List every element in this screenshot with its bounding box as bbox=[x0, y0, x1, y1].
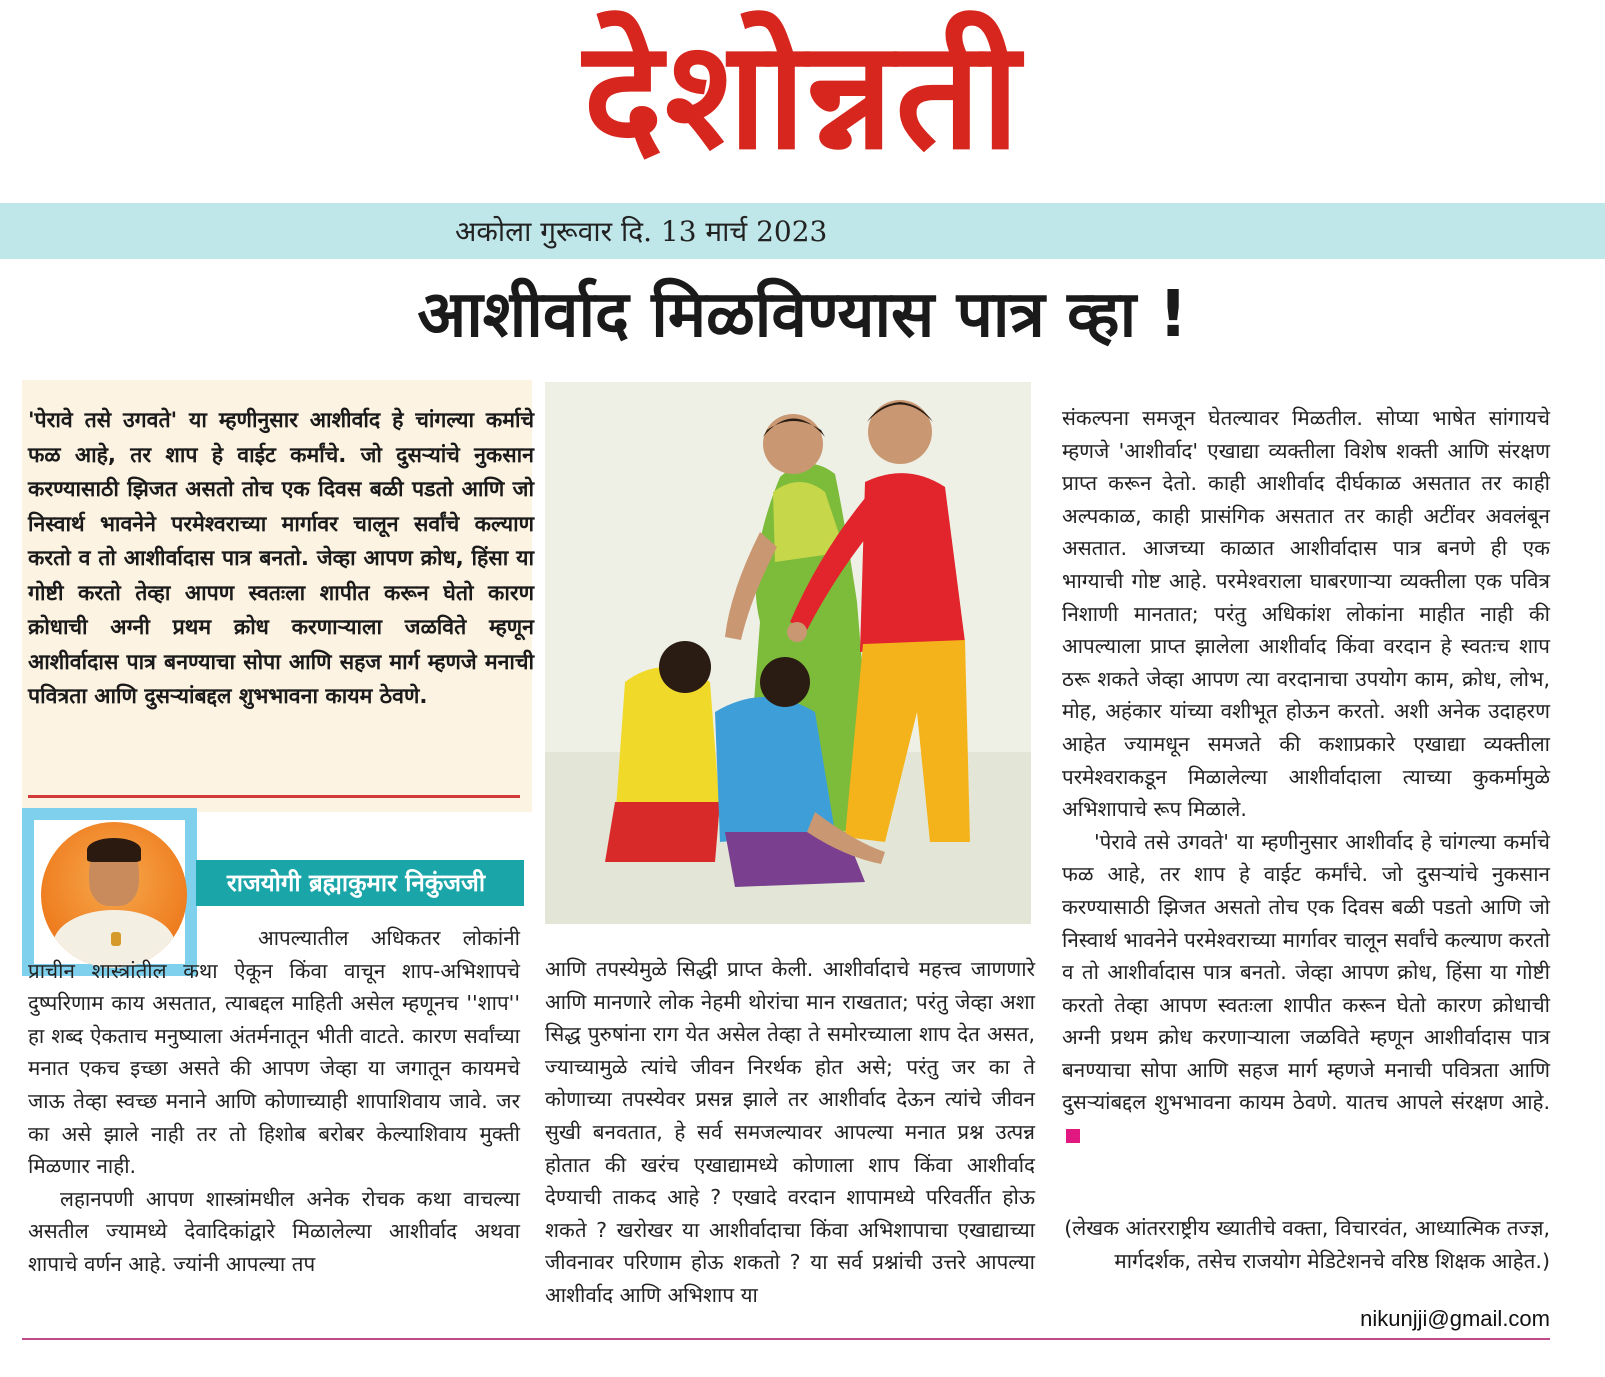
column2-paragraph-1: आणि तपस्येमुळे सिद्धी प्राप्त केली. आशीर्वादाचे महत्त्व जाणणारे आणि मानणारे लोक नेहमी थोरांचा मान राखतात; परंतु जेव्हा अशा सिद्ध पुरुषांना राग येत असेल तेव्हा ते समोरच्याला शाप देत असत, ज्याच्यामुळे त्यांचे जीवन निरर्थक होत असे; परंतु जर का ते कोणाच्या तपस्येवर प्रसन्न झाले तर आशीर्वाद देऊन त्यांचे जीवन सुखी बनवतात, हे सर्व समजल्यावर आपल्या मनात प्रश्न उत्पन्न होतात की खरंच एखाद्यामध्ये कोणाला शाप किंवा आशीर्वाद देण्याची ताकद आहे ? एखादे वरदान शापामध्ये परिवर्तीत होऊ शकते ? खरोखर या आशीर्वादाचा किंवा अभिशापाचा एखाद्याच्या जीवनावर परिणाम होऊ शकतो ? या सर्व प्रश्नांची उत्तरे आपल्या आशीर्वाद आणि अभिशाप या bbox=[545, 957, 1035, 1307]
family-blessing-illustration bbox=[545, 382, 1031, 924]
girl-skirt bbox=[605, 802, 720, 862]
girl-dress bbox=[615, 667, 720, 822]
man-hand bbox=[787, 622, 807, 642]
woman-head bbox=[763, 414, 823, 474]
man-head bbox=[868, 400, 932, 464]
column1-paragraph-2: लहानपणी आपण शास्त्रांमधील अनेक रोचक कथा वाचल्या असतील ज्यामध्ये देवादिकांद्वारे मिळालेल्या आशीर्वाद अथवा शापाचे वर्णन आहे. ज्यांनी आपल्या तप bbox=[28, 1186, 520, 1276]
end-of-article-mark bbox=[1066, 1129, 1080, 1143]
masthead bbox=[0, 0, 1605, 200]
avatar-hair bbox=[87, 838, 141, 862]
dateline: अकोला गुरूवार दि. 13 मार्च 2023 bbox=[455, 215, 828, 248]
column3-paragraph-2: 'पेरावे तसे उगवते' या म्हणीनुसार आशीर्वाद हे चांगल्या कर्माचे फळ आहे, तर शाप हे वाईट कर्मांचे. जो दुसऱ्यांचे नुकसान करण्यासाठी झिजत असतो तोच एक दिवस बळी पडतो आणि जो निस्वार्थ भावनेने परमेश्वराच्या मार्गावर चालून सर्वांचे कल्याण करतो व तो आशीर्वादास पात्र बनतो. जेव्हा आपण क्रोध, हिंसा या गोष्टी करतो तेव्हा आपण स्वतःला शापीत करून घेतो कारण क्रोधाची अग्नी प्रथम क्रोध करणाऱ्याला जळविते म्हणून आशीर्वादास पात्र बनण्याचा सोपा आणि सहज मार्ग म्हणजे मनाची पवित्रता आणि दुसऱ्यांबद्दल शुभभावना कायम ठेवणे. यातच आपले संरक्षण आहे. bbox=[1062, 829, 1550, 1115]
column1-paragraph-1: आपल्यातील अधिकतर लोकांनी प्राचीन शास्त्रांतील कथा ऐकून किंवा वाचून शाप-अभिशापचे दुष्परिणाम काय असतात, त्याबद्दल माहिती असेल म्हणूनच ''शाप'' हा शब्द ऐकताच मनुष्याला अंतर्मनातून भीती वाटते. कारण सर्वांच्या मनात एकच इच्छा असते की आपण जेव्हा या जगातून कायमचे जाऊ तेव्हा स्वच्छ मनाने आणि कोणाच्याही शापाशिवाय जावे. जर का असे झाले नाही तर तो हिशोब बरोबर केल्याशिवाय मुक्ती मिळणार नाही. bbox=[28, 926, 520, 1179]
intro-text: 'पेरावे तसे उगवते' या म्हणीनुसार आशीर्वाद हे चांगल्या कर्माचे फळ आहे, तर शाप हे वाईट कर्मांचे. जो दुसऱ्यांचे नुकसान करण्यासाठी झिजत असतो तोच एक दिवस बळी पडतो आणि जो निस्वार्थ भावनेने परमेश्वराच्या मार्गावर चालून सर्वांचे कल्याण करतो व तो आशीर्वादास पात्र बनतो. जेव्हा आपण क्रोध, हिंसा या गोष्टी करतो तेव्हा आपण स्वतःला शापीत करून घेतो कारण क्रोधाची अग्नी प्रथम क्रोध करणाऱ्याला जळविते म्हणून आशीर्वादास पात्र बनण्याचा सोपा आणि सहज मार्ग म्हणजे मनाची पवित्रता आणि दुसऱ्यांबद्दल शुभभावना कायम ठेवणे. bbox=[28, 408, 534, 709]
boy-head bbox=[760, 657, 810, 707]
bottom-divider bbox=[22, 1338, 1550, 1340]
author-email[interactable]: nikunjji@gmail.com bbox=[1360, 1306, 1550, 1331]
article-column-2 bbox=[545, 953, 1035, 1312]
column3-paragraph-1: संकल्पना समजून घेतल्यावर मिळतील. सोप्या भाषेत सांगायचे म्हणजे 'आशीर्वाद' एखाद्या व्यक्तीला विशेष शक्ती आणि संरक्षण प्राप्त करून देतो. काही आशीर्वाद दीर्घकाळ असतात तर काही अल्पकाळ, काही प्रासंगिक असतात तर काही अटींवर अवलंबून असतात. आजच्या काळात आशीर्वादास पात्र बनणे ही एक भाग्याची गोष्ट आहे. परमेश्वराला घाबरणाऱ्या व्यक्तीला एक पवित्र निशाणी मानतात; परंतु अधिकांश लोकांना माहीत नाही की आपल्याला प्राप्त झालेला आशीर्वाद किंवा वरदान हे स्वतःच शाप ठरू शकते जेव्हा आपण त्या वरदानाचा उपयोग काम, क्रोध, लोभ, मोह, अहंकार यांच्या वशीभूत होऊन करतो. अशी अनेक उदाहरण आहेत ज्यामधून समजते की कशाप्रकारे एखाद्या व्यक्तीला परमेश्वराकडून मिळालेल्या आशीर्वादाला त्याच्या कुकर्मामुळे अभिशापाचे रूप मिळाले. bbox=[1062, 406, 1550, 822]
column3-paragraph-2-wrapper bbox=[1062, 826, 1550, 1152]
author-note: (लेखक आंतरराष्ट्रीय ख्यातीचे वक्ता, विचारवंत, आध्यात्मिक तज्ज्ञ, मार्गदर्शक, तसेच राजयोग मेडिटेशनचे वरिष्ठ शिक्षक आहेत.) bbox=[1064, 1216, 1550, 1273]
girl-head bbox=[659, 641, 711, 693]
headline: आशीर्वाद मिळविण्यास पात्र व्हा ! bbox=[417, 278, 1188, 352]
article-column-1 bbox=[28, 922, 520, 1281]
masthead-title: देशोन्नती bbox=[583, 9, 1022, 183]
author-name: राजयोगी ब्रह्माकुमार निकुंजजी bbox=[226, 869, 486, 897]
article-column-3 bbox=[1062, 402, 1550, 1152]
intro-divider bbox=[28, 795, 520, 798]
